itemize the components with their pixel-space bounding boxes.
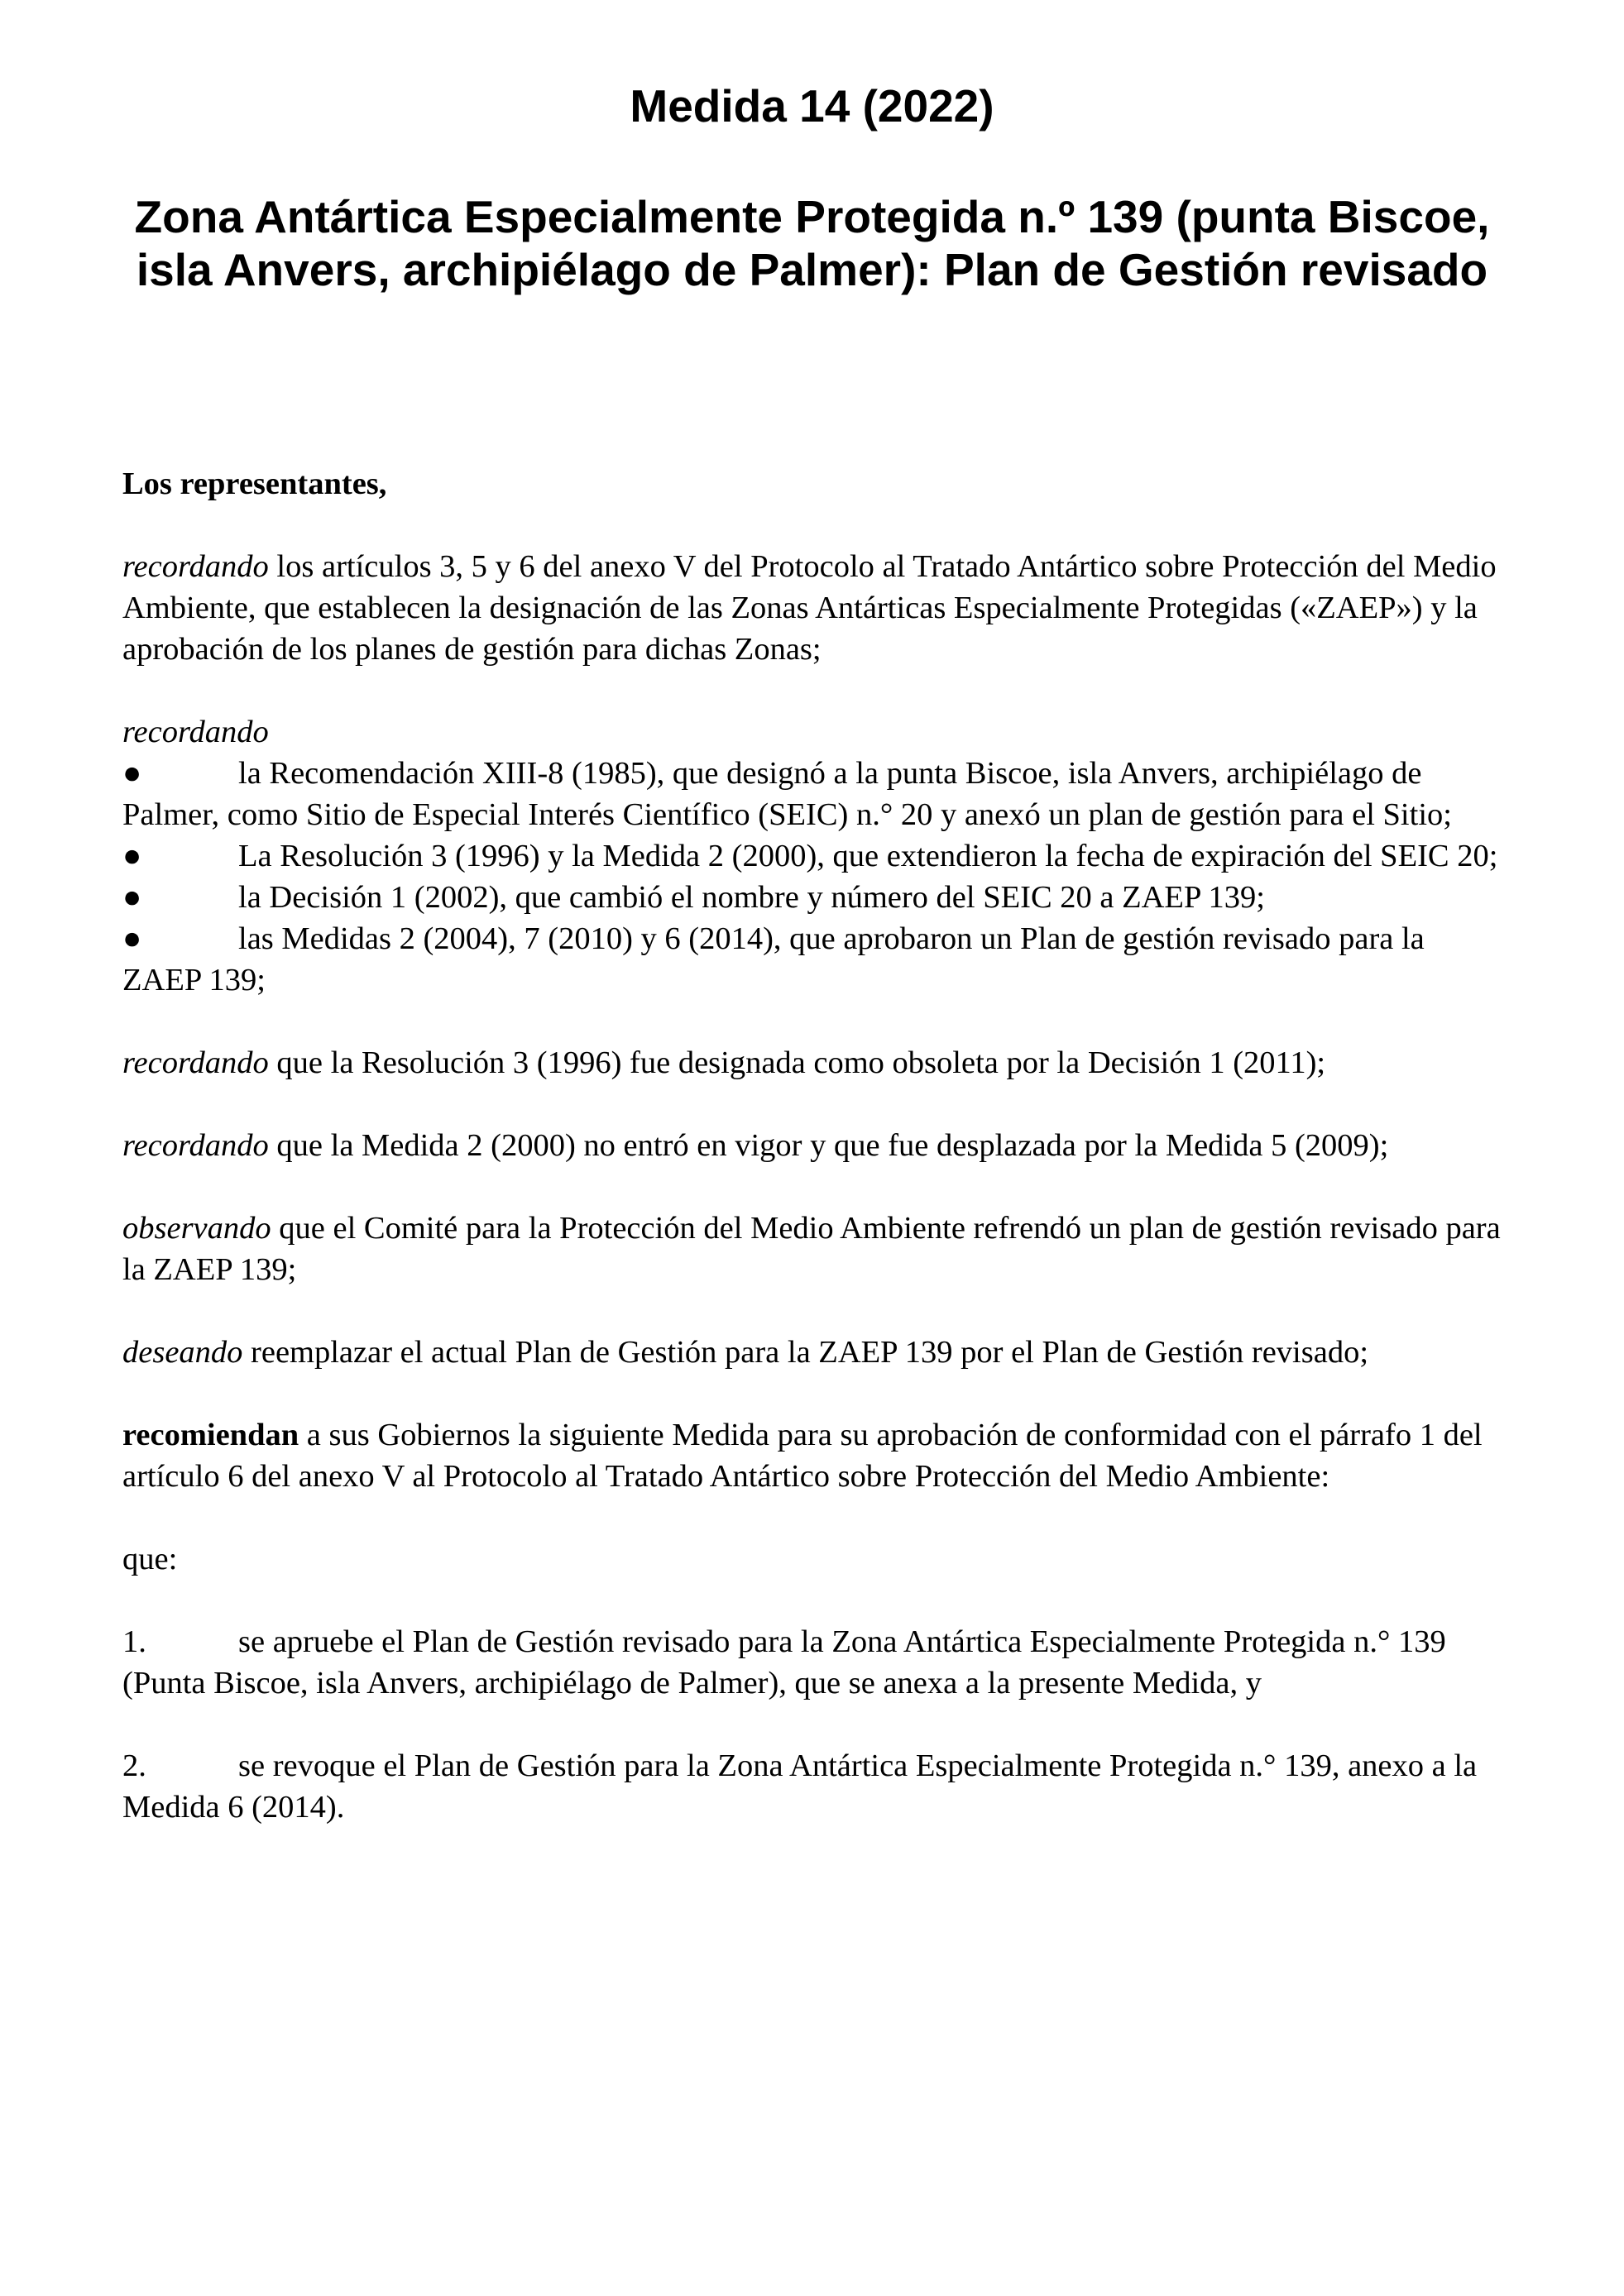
list-item (122, 835, 1502, 877)
operative-paragraph (122, 1621, 1502, 1704)
clause-text: que la Resolución 3 (1996) fue designada como obsoleta por la Decisión 1 (2011); (268, 1045, 1326, 1080)
clause-text: reemplazar el actual Plan de Gestión para la ZAEP 139 por el Plan de Gestión revisado; (242, 1335, 1369, 1370)
recalling-list-lead: recordando (122, 715, 269, 749)
measure-title: Medida 14 (2022) (630, 80, 994, 132)
preamble-clause (122, 1208, 1502, 1290)
list-item-text: la Decisión 1 (2002), que cambió el nombre y número del SEIC 20 a ZAEP 139; (238, 880, 1266, 915)
clause-lead: deseando (122, 1335, 243, 1370)
paragraph-text: se apruebe el Plan de Gestión revisado para la Zona Antártica Especialmente Protegida n.° 139 (Punta Biscoe, isla Anvers, archipiélago de Palmer), que se anexa a la presente Medida, y (122, 1624, 1446, 1700)
operative-paragraph (122, 1745, 1502, 1828)
bullet-icon: ● (122, 921, 142, 956)
recommend-lead: recomiendan (122, 1418, 299, 1452)
list-item (122, 918, 1502, 1001)
bullet-icon: ● (122, 839, 142, 873)
clause-text: los artículos 3, 5 y 6 del anexo V del Protocolo al Tratado Antártico sobre Protección del Medio Ambiente, que establecen la designación de las Zonas Antárticas Especialmente Protegidas («ZAEP») y la aprobación de los planes de gestión para dichas Zonas; (122, 549, 1497, 667)
recommend-clause (122, 1414, 1502, 1497)
that-label: que: (122, 1542, 178, 1576)
bullet-icon: ● (122, 880, 142, 915)
representatives-heading: Los representantes, (122, 466, 387, 501)
list-item-text: La Resolución 3 (1996) y la Medida 2 (2000), que extendieron la fecha de expiración del SEIC 20; (238, 839, 1498, 873)
clause-lead: recordando (122, 1045, 269, 1080)
preamble-clause (122, 1125, 1502, 1166)
preamble-clause (122, 1042, 1502, 1083)
recommend-text: a sus Gobiernos la siguiente Medida para su aprobación de conformidad con el párrafo 1 del artículo 6 del anexo V al Protocolo al Tratado Antártico sobre Protección del Medio Ambiente: (122, 1418, 1483, 1494)
preamble-clause (122, 546, 1502, 670)
list-item-text: la Recomendación XIII-8 (1985), que designó a la punta Biscoe, isla Anvers, archipiélago de Palmer, como Sitio de Especial Interés Científico (SEIC) n.° 20 y anexó un plan de gestión para el Sitio; (122, 756, 1452, 832)
bullet-icon: ● (122, 756, 142, 791)
clause-lead: observando (122, 1211, 271, 1246)
clause-text: que el Comité para la Protección del Medio Ambiente refrendó un plan de gestión revisado para la ZAEP 139; (122, 1211, 1501, 1287)
list-item-text: las Medidas 2 (2004), 7 (2010) y 6 (2014), que aprobaron un Plan de gestión revisado para la ZAEP 139; (122, 921, 1425, 997)
recalling-list (122, 711, 1502, 1001)
paragraph-number: 1. (122, 1624, 146, 1659)
clause-lead: recordando (122, 549, 269, 584)
clause-lead: recordando (122, 1128, 269, 1163)
list-item (122, 753, 1502, 835)
paragraph-number: 2. (122, 1748, 146, 1783)
paragraph-text: se revoque el Plan de Gestión para la Zona Antártica Especialmente Protegida n.° 139, anexo a la Medida 6 (2014). (122, 1748, 1478, 1825)
clause-text: que la Medida 2 (2000) no entró en vigor y que fue desplazada por la Medida 5 (2009); (268, 1128, 1389, 1163)
zone-title: Zona Antártica Especialmente Protegida n.º 139 (punta Biscoe, isla Anvers, archipiélago de Palmer): Plan de Gestión revisado (134, 191, 1490, 295)
list-item (122, 877, 1502, 918)
preamble-clause (122, 1332, 1502, 1373)
